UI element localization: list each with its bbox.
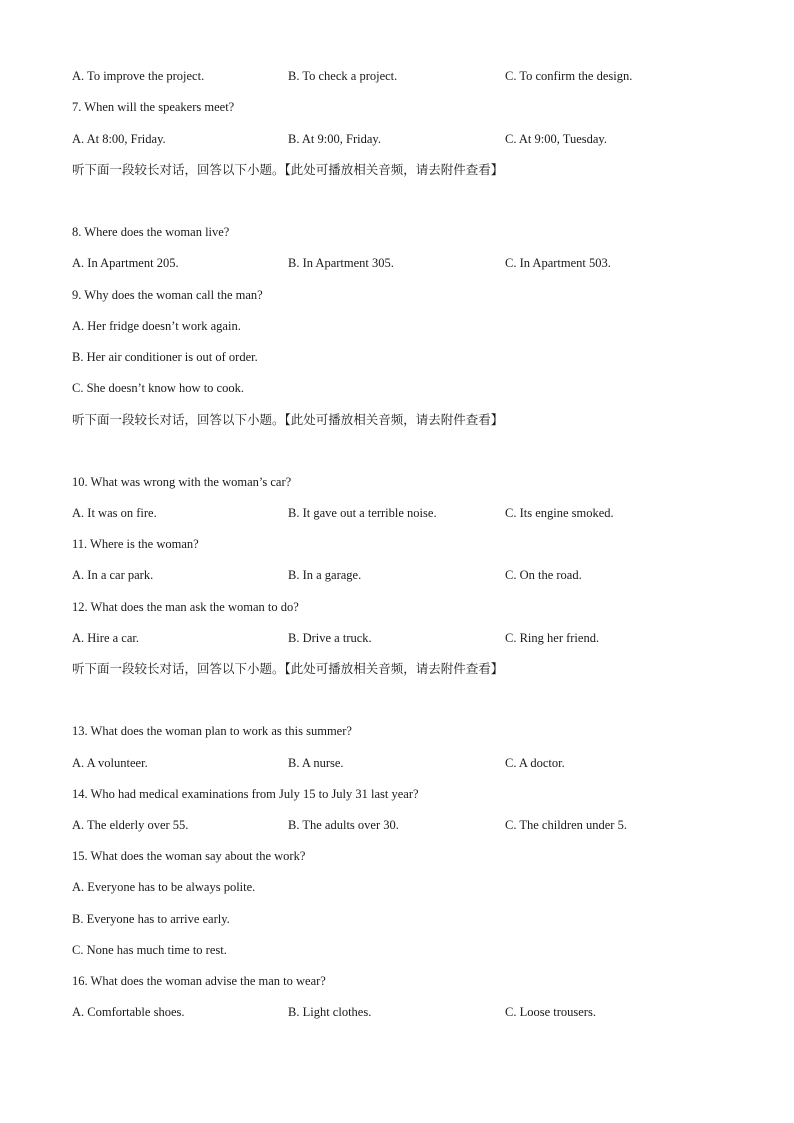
q7-options: [72, 131, 732, 147]
q13-option-b: B. A nurse.: [288, 756, 344, 770]
q12-option-a: A. Hire a car.: [72, 631, 139, 645]
q8-option-b: B. In Apartment 305.: [288, 256, 394, 270]
q13-question: 13. What does the woman plan to work as this summer?: [72, 724, 352, 738]
q15-option-c: C. None has much time to rest.: [72, 943, 227, 957]
q6-option-a: A. To improve the project.: [72, 69, 205, 83]
q6-options: [72, 68, 732, 84]
q14-option-a: A. The elderly over 55.: [72, 818, 189, 832]
q9-question: 9. Why does the woman call the man?: [72, 288, 263, 302]
q14-question: 14. Who had medical examinations from July 15 to July 31 last year?: [72, 787, 419, 801]
q9-option-b: B. Her air conditioner is out of order.: [72, 350, 258, 364]
q10-question: 10. What was wrong with the woman’s car?: [72, 475, 292, 489]
q8-option-a: A. In Apartment 205.: [72, 256, 179, 270]
q16-option-a: A. Comfortable shoes.: [72, 1005, 185, 1019]
q8-options: [72, 255, 732, 271]
q13-option-a: A. A volunteer.: [72, 756, 148, 770]
q11-option-a: A. In a car park.: [72, 568, 154, 582]
q13-options: [72, 755, 732, 771]
q12-option-c: C. Ring her friend.: [505, 631, 600, 645]
section-instruction-1: 听下面一段较长对话，回答以下小题。【此处可播放相关音频，请去附件查看】: [72, 162, 504, 177]
q15-question: 15. What does the woman say about the work?: [72, 849, 306, 863]
q8-question: 8. Where does the woman live?: [72, 225, 230, 239]
q12-options: [72, 630, 732, 646]
q9-option-c: C. She doesn’t know how to cook.: [72, 381, 244, 395]
q14-options: [72, 817, 732, 833]
q15-option-b: B. Everyone has to arrive early.: [72, 912, 230, 926]
section-instruction-2: 听下面一段较长对话，回答以下小题。【此处可播放相关音频，请去附件查看】: [72, 412, 504, 427]
q6-option-c: C. To confirm the design.: [505, 69, 633, 83]
q16-option-b: B. Light clothes.: [288, 1005, 372, 1019]
q16-options: [72, 1004, 732, 1020]
q6-option-b: B. To check a project.: [288, 69, 398, 83]
q8-option-c: C. In Apartment 503.: [505, 256, 611, 270]
q16-question: 16. What does the woman advise the man to wear?: [72, 974, 326, 988]
q12-option-b: B. Drive a truck.: [288, 631, 372, 645]
q11-option-b: B. In a garage.: [288, 568, 362, 582]
q15-option-a: A. Everyone has to be always polite.: [72, 880, 256, 894]
q10-options: [72, 505, 732, 521]
q7-option-c: C. At 9:00, Tuesday.: [505, 132, 607, 146]
q14-option-b: B. The adults over 30.: [288, 818, 399, 832]
q11-question: 11. Where is the woman?: [72, 537, 199, 551]
q10-option-c: C. Its engine smoked.: [505, 506, 614, 520]
q10-option-b: B. It gave out a terrible noise.: [288, 506, 437, 520]
q7-option-a: A. At 8:00, Friday.: [72, 132, 166, 146]
q13-option-c: C. A doctor.: [505, 756, 565, 770]
q16-option-c: C. Loose trousers.: [505, 1005, 596, 1019]
q12-question: 12. What does the man ask the woman to do?: [72, 600, 299, 614]
q11-option-c: C. On the road.: [505, 568, 582, 582]
section-instruction-3: 听下面一段较长对话，回答以下小题。【此处可播放相关音频，请去附件查看】: [72, 661, 504, 676]
q7-question: 7. When will the speakers meet?: [72, 100, 235, 114]
q14-option-c: C. The children under 5.: [505, 818, 627, 832]
q11-options: [72, 567, 732, 583]
q9-option-a: A. Her fridge doesn’t work again.: [72, 319, 241, 333]
q7-option-b: B. At 9:00, Friday.: [288, 132, 381, 146]
q10-option-a: A. It was on fire.: [72, 506, 157, 520]
